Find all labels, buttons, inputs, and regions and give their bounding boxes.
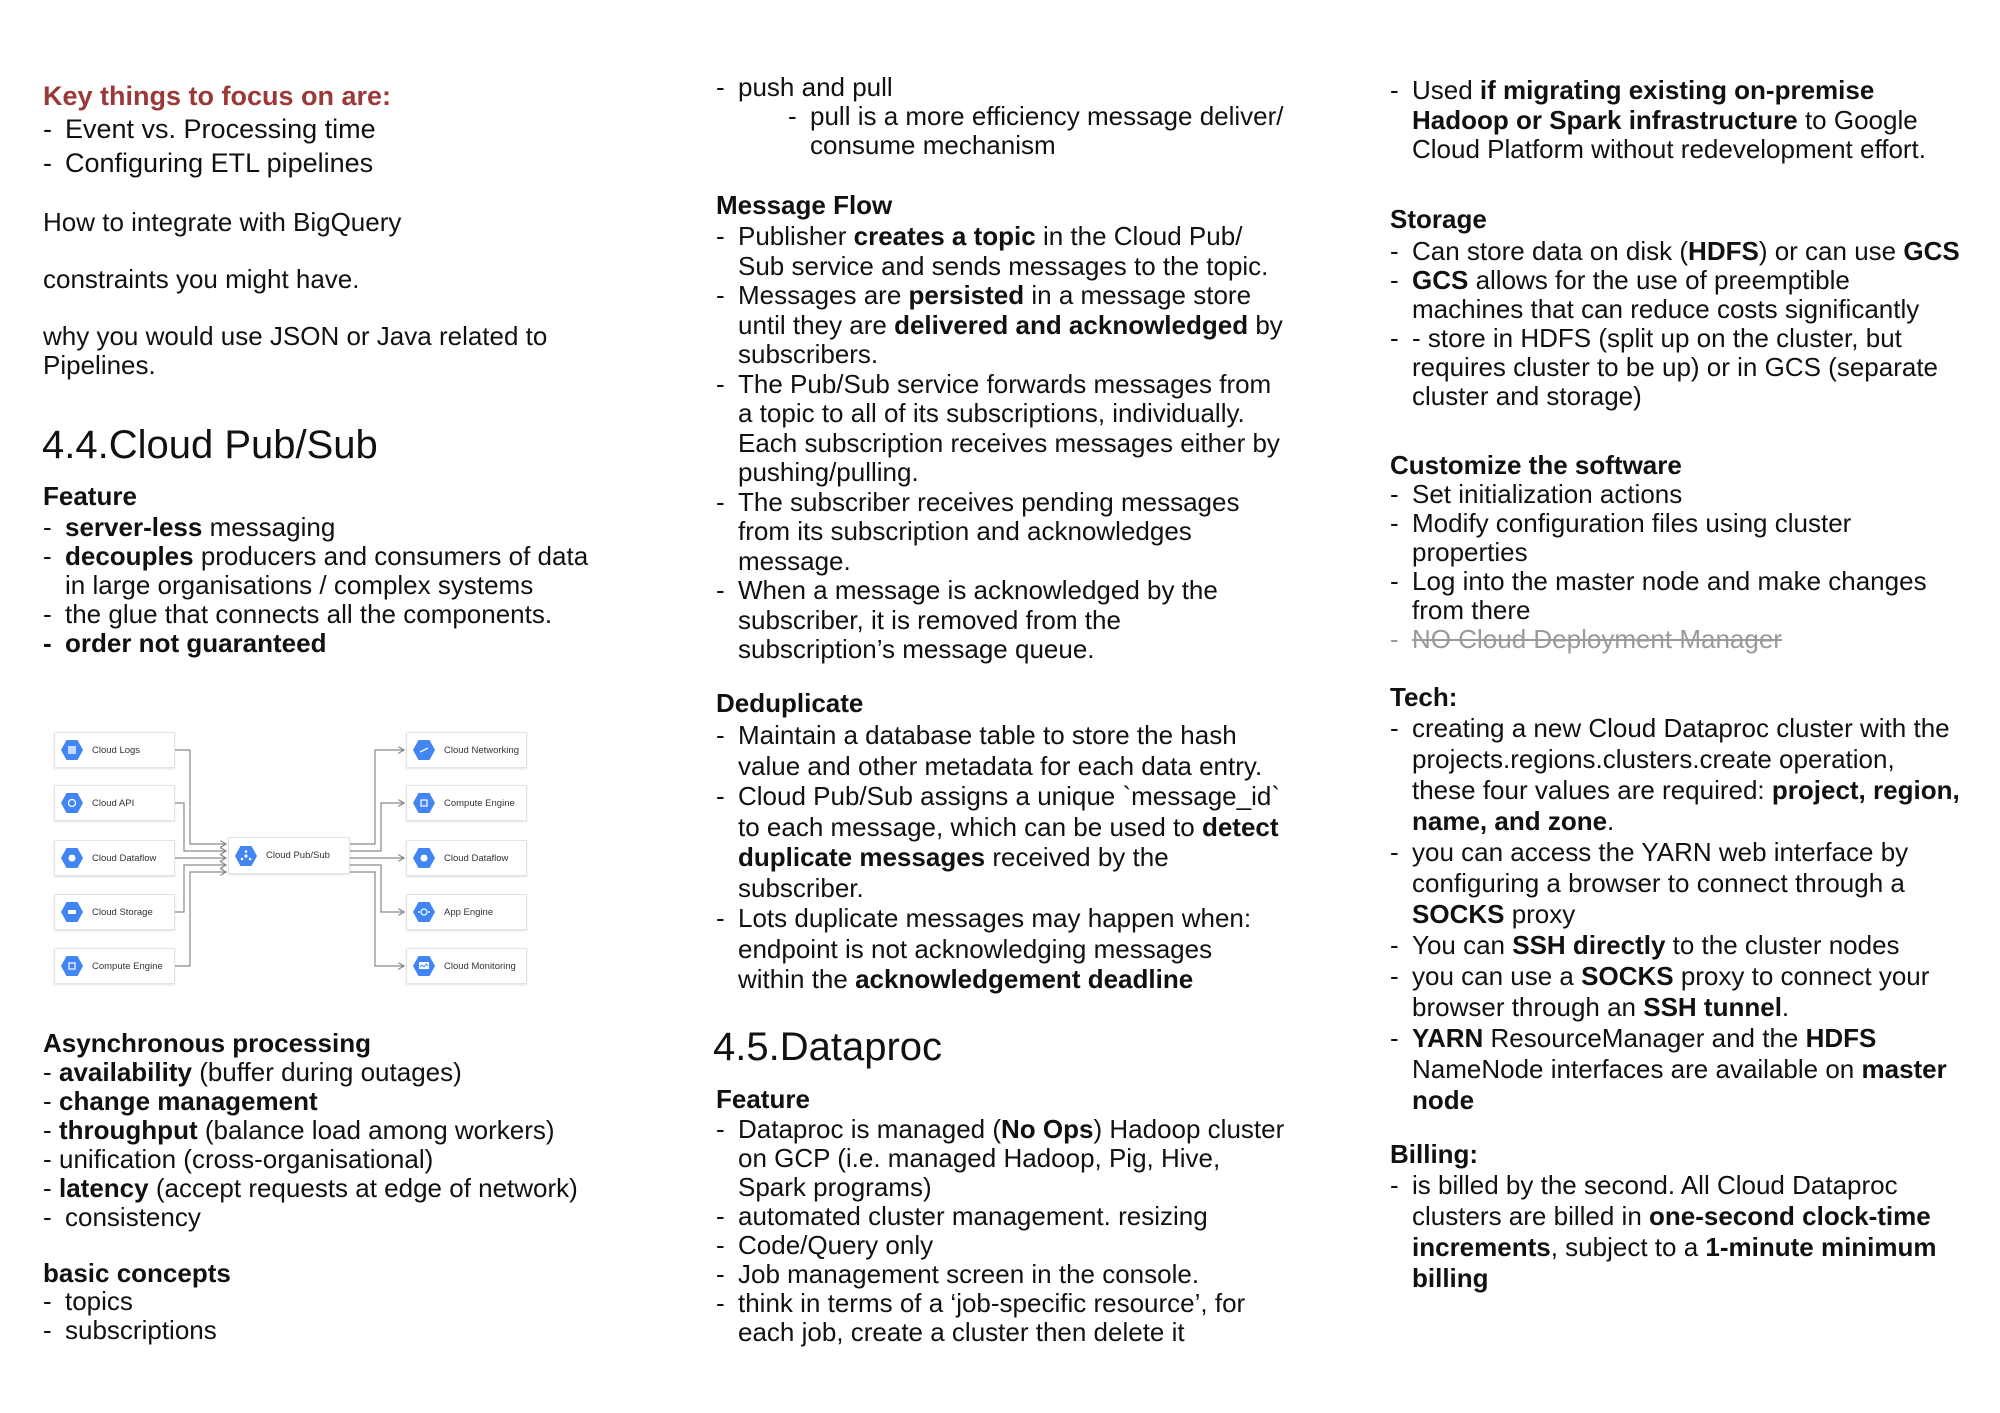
migration-list — [1390, 76, 1926, 165]
text-line: Dataproc is managed (No Ops) Hadoop cluster — [738, 1114, 1285, 1144]
push-pull-item: - push and pull — [716, 72, 893, 102]
text-line: on GCP (i.e. managed Hadoop, Pig, Hive, — [738, 1143, 1221, 1173]
text-line: Code/Query only — [738, 1230, 934, 1260]
customize-heading: Customize the software — [1390, 450, 1682, 480]
list-item — [1390, 930, 1960, 961]
concepts-heading: basic concepts — [43, 1258, 231, 1288]
bullet-dash: - — [716, 1114, 725, 1144]
diagram-node-cloud-networking: Cloud Networking — [406, 732, 527, 768]
text-line: GCS allows for the use of preemptible — [1412, 265, 1850, 295]
bullet-dash: - — [716, 1201, 725, 1231]
section-title-pubsub: 4.4.Cloud Pub/Sub — [42, 423, 378, 467]
focus-heading: Key things to focus on are: — [43, 81, 392, 111]
text-line: Lots duplicate messages may happen when: — [738, 903, 1252, 933]
diagram-node-cloud-logs: Cloud Logs — [54, 732, 175, 768]
text-line: pushing/pulling. — [738, 457, 919, 487]
text-line: Publisher creates a topic in the Cloud Pub/ — [738, 221, 1243, 251]
list-item — [716, 281, 1283, 370]
cloud-dataflow-icon — [61, 848, 83, 868]
text-line: Used if migrating existing on-premise — [1412, 75, 1875, 105]
text-line: - store in HDFS (split up on the cluster, but — [1412, 323, 1902, 353]
pull-note-continuation: consume mechanism — [810, 130, 1056, 160]
list-item — [716, 1202, 1284, 1231]
text-line: subscriber, it is removed from the — [738, 604, 1121, 635]
list-item — [1390, 1023, 1960, 1116]
text-line: is billed by the second. All Cloud Dataproc — [1412, 1170, 1898, 1200]
async-item: - availability (buffer during outages) — [43, 1057, 462, 1087]
text-line: value and other metadata for each data entry. — [738, 750, 1263, 781]
concept-item: - topics — [43, 1286, 133, 1316]
customize-items — [1390, 480, 1927, 625]
list-item — [1390, 567, 1927, 625]
text-line: from its subscription and acknowledges — [738, 516, 1192, 546]
diagram-node-cloud-storage: Cloud Storage — [54, 894, 175, 930]
text-line: Each subscription receives messages either by — [738, 427, 1280, 458]
text-line: browser through an SSH tunnel. — [1412, 992, 1790, 1022]
text-line: automated cluster management. resizing — [738, 1201, 1208, 1231]
text-line: to each message, which can be used to detect — [738, 811, 1279, 842]
tech-heading: Tech: — [1390, 682, 1458, 712]
text-line: creating a new Cloud Dataproc cluster with the — [1412, 713, 1950, 743]
text-line: You can SSH directly to the cluster nodes — [1412, 930, 1900, 960]
text-line: name, and zone. — [1412, 806, 1615, 836]
text-line: these four values are required: project, region, — [1412, 775, 1960, 805]
text-line: you can use a SOCKS proxy to connect your — [1412, 961, 1930, 991]
text-line: requires cluster to be up) or in GCS (separate — [1412, 352, 1939, 382]
deduplicate-list — [716, 720, 1280, 995]
deduplicate-heading: Deduplicate — [716, 688, 864, 718]
async-list — [43, 1058, 578, 1232]
cloud-logs-icon — [61, 740, 83, 760]
list-item — [1390, 961, 1960, 1023]
app-engine-icon — [413, 902, 435, 922]
text-line: endpoint is not acknowledging messages — [738, 933, 1213, 964]
diagram-node-cloud-pubsub: Cloud Pub/Sub — [228, 837, 350, 874]
text-line: Modify configuration files using cluster — [1412, 508, 1852, 538]
text-line: subscriber. — [738, 872, 864, 903]
cloud-dataflow-icon — [413, 848, 435, 868]
feature-item: - the glue that connects all the components. — [43, 599, 553, 629]
bullet-dash: - — [716, 720, 725, 750]
diagram-node-cloud-dataflow-source: Cloud Dataflow — [54, 840, 175, 876]
text-line: The subscriber receives pending messages — [738, 486, 1240, 517]
text-line: think in terms of a ‘job-specific resource’, for — [738, 1288, 1246, 1318]
text-line: Spark programs) — [738, 1172, 932, 1202]
bullet-dash: - — [716, 1259, 725, 1289]
bullet-dash: - — [1390, 961, 1399, 991]
text-line: Messages are persisted in a message store — [738, 280, 1252, 310]
bullet-dash: - — [1390, 566, 1399, 596]
text-line: machines that can reduce costs significantly — [1412, 294, 1920, 324]
text-line: cluster and storage) — [1412, 381, 1642, 411]
list-item — [716, 488, 1283, 577]
text-line: Hadoop or Spark infrastructure to Google — [1412, 104, 1918, 135]
bullet-dash: - — [716, 903, 725, 933]
bullet-dash: - — [43, 148, 52, 178]
note-constraints: constraints you might have. — [43, 264, 360, 294]
focus-item: - Event vs. Processing time — [43, 114, 376, 144]
text-line: node — [1412, 1085, 1475, 1115]
customize-struck-item: - NO Cloud Deployment Manager — [1390, 624, 1782, 654]
bullet-dash: - — [716, 781, 725, 811]
pubsub-architecture-diagram — [45, 725, 545, 990]
cloud-networking-icon — [413, 740, 435, 760]
list-item — [1390, 237, 1960, 266]
bullet-dash: - — [1390, 837, 1399, 867]
text-line: Cloud Pub/Sub assigns a unique `message_id` — [738, 781, 1281, 811]
text-line: YARN ResourceManager and the HDFS — [1412, 1023, 1877, 1053]
message-flow-heading: Message Flow — [716, 190, 893, 220]
text-line: billing — [1412, 1263, 1489, 1293]
bullet-dash: - — [716, 221, 725, 251]
text-line: each job, create a cluster then delete it — [738, 1317, 1185, 1347]
list-item — [716, 1260, 1284, 1289]
section-title-dataproc: 4.5.Dataproc — [713, 1025, 943, 1069]
list-item — [716, 222, 1283, 281]
bullet-dash: - — [716, 280, 725, 310]
bullet-dash: - — [1390, 1023, 1399, 1053]
bullet-dash: - — [1390, 1170, 1399, 1200]
text-line: configuring a browser to connect through a — [1412, 868, 1905, 898]
note-json: why you would use JSON or Java related to Pipelines. — [43, 321, 548, 380]
cloud-pubsub-icon — [235, 846, 257, 866]
billing-list — [1390, 1170, 1937, 1294]
diagram-node-cloud-dataflow-target: Cloud Dataflow — [406, 840, 527, 876]
migration-item: - Used if migrating existing on-premise Hadoop or Spark infrastructure to Google Cloud Platform without redevelopment effort. — [1390, 75, 1927, 164]
pull-note-item: - pull is a more efficiency message deliver/ — [788, 101, 1284, 131]
bullet-dash: - — [1390, 265, 1399, 295]
text-line: Sub service and sends messages to the topic. — [738, 250, 1269, 281]
text-line: a topic to all of its subscriptions, individually. — [738, 398, 1245, 428]
concepts-list — [43, 1287, 217, 1345]
list-item — [1390, 266, 1960, 324]
text-line: Can store data on disk (HDFS) or can use GCS — [1412, 236, 1960, 266]
list-item — [1390, 324, 1960, 411]
bullet-dash: - — [716, 1288, 725, 1318]
pubsub-feature-heading: Feature — [43, 481, 137, 511]
customize-list — [1390, 480, 1927, 654]
diagram-node-compute-engine-target: Compute Engine — [406, 785, 527, 821]
bullet-dash: - — [1390, 323, 1399, 353]
cloud-storage-icon — [61, 902, 83, 922]
bullet-dash: - — [43, 114, 52, 144]
list-item — [716, 720, 1280, 781]
billing-heading: Billing: — [1390, 1139, 1479, 1169]
bullet-dash: - — [716, 486, 725, 517]
bullet-dash: - — [1390, 930, 1399, 960]
message-flow-list — [716, 222, 1283, 665]
list-item — [716, 576, 1283, 665]
diagram-node-cloud-api: Cloud API — [54, 785, 175, 821]
text-line: SOCKS proxy — [1412, 899, 1576, 929]
focus-item: - Configuring ETL pipelines — [43, 148, 374, 178]
dataproc-feature-heading: Feature — [716, 1084, 810, 1114]
compute-engine-icon — [61, 956, 83, 976]
async-item: - latency (accept requests at edge of network) — [43, 1173, 578, 1203]
text-line: NameNode interfaces are available on master — [1412, 1054, 1947, 1084]
feature-item: - decouples producers and consumers of data — [43, 541, 589, 571]
list-item — [1390, 837, 1960, 930]
list-item — [716, 903, 1280, 995]
text-line: from there — [1412, 595, 1531, 625]
text-line: subscribers. — [738, 339, 879, 369]
text-line: clusters are billed in one-second clock-time — [1412, 1201, 1931, 1231]
text-line: When a message is acknowledged by the — [738, 575, 1218, 605]
bullet-dash: - — [716, 1230, 725, 1260]
feature-item: - server-less messaging — [43, 512, 336, 542]
async-heading: Asynchronous processing — [43, 1028, 371, 1058]
text-line: until they are delivered and acknowledged by — [738, 309, 1283, 340]
storage-list — [1390, 237, 1960, 411]
compute-engine-icon — [413, 793, 435, 813]
list-item — [1390, 480, 1927, 509]
list-item — [1390, 1170, 1937, 1294]
diagram-node-compute-engine-source: Compute Engine — [54, 948, 175, 984]
list-item — [716, 1231, 1284, 1260]
async-item: - throughput (balance load among workers) — [43, 1115, 555, 1145]
list-item — [716, 370, 1283, 488]
list-item — [716, 1289, 1284, 1347]
tech-list — [1390, 713, 1960, 1116]
pubsub-feature-list — [43, 513, 588, 658]
concept-item: - subscriptions — [43, 1315, 217, 1345]
text-line: properties — [1412, 537, 1528, 567]
dataproc-feature-list — [716, 1115, 1284, 1347]
text-line: message. — [738, 545, 851, 576]
list-item — [1390, 713, 1960, 837]
async-item: - change management — [43, 1086, 318, 1116]
text-line: Maintain a database table to store the hash — [738, 720, 1237, 750]
cloud-monitoring-icon — [413, 956, 435, 976]
text-line: duplicate messages received by the — [738, 842, 1169, 872]
diagram-node-cloud-monitoring: Cloud Monitoring — [406, 948, 527, 984]
push-pull-list — [716, 73, 1284, 160]
bullet-dash: - — [1390, 479, 1399, 509]
cloud-api-icon — [61, 793, 83, 813]
bullet-dash: - — [716, 368, 725, 399]
list-item — [716, 781, 1280, 903]
note-bigquery: How to integrate with BigQuery — [43, 207, 402, 237]
text-line: The Pub/Sub service forwards messages from — [738, 368, 1272, 399]
text-line: Cloud Platform without redevelopment effort. — [1412, 134, 1927, 164]
text-line: increments, subject to a 1-minute minimum — [1412, 1232, 1937, 1262]
focus-list — [43, 112, 376, 180]
feature-item-continuation: in large organisations / complex systems — [65, 570, 534, 600]
text-line: subscription’s message queue. — [738, 634, 1095, 664]
text-line: you can access the YARN web interface by — [1412, 837, 1909, 867]
async-item: - unification (cross-organisational) — [43, 1144, 434, 1174]
bullet-dash: - — [1390, 713, 1399, 743]
text-line: Set initialization actions — [1412, 479, 1683, 509]
bullet-dash: - — [716, 575, 725, 605]
text-line: projects.regions.clusters.create operation, — [1412, 744, 1895, 774]
list-item — [1390, 509, 1927, 567]
diagram-node-app-engine: App Engine — [406, 894, 527, 930]
storage-heading: Storage — [1390, 204, 1487, 234]
text-line: Job management screen in the console. — [738, 1259, 1200, 1289]
list-item — [716, 1115, 1284, 1202]
async-item: - consistency — [43, 1202, 201, 1232]
bullet-dash: - — [1390, 236, 1399, 266]
text-line: within the acknowledgement deadline — [738, 964, 1194, 994]
text-line: Log into the master node and make changes — [1412, 566, 1927, 596]
bullet-dash: - — [1390, 508, 1399, 538]
feature-item: - order not guaranteed — [43, 628, 327, 658]
